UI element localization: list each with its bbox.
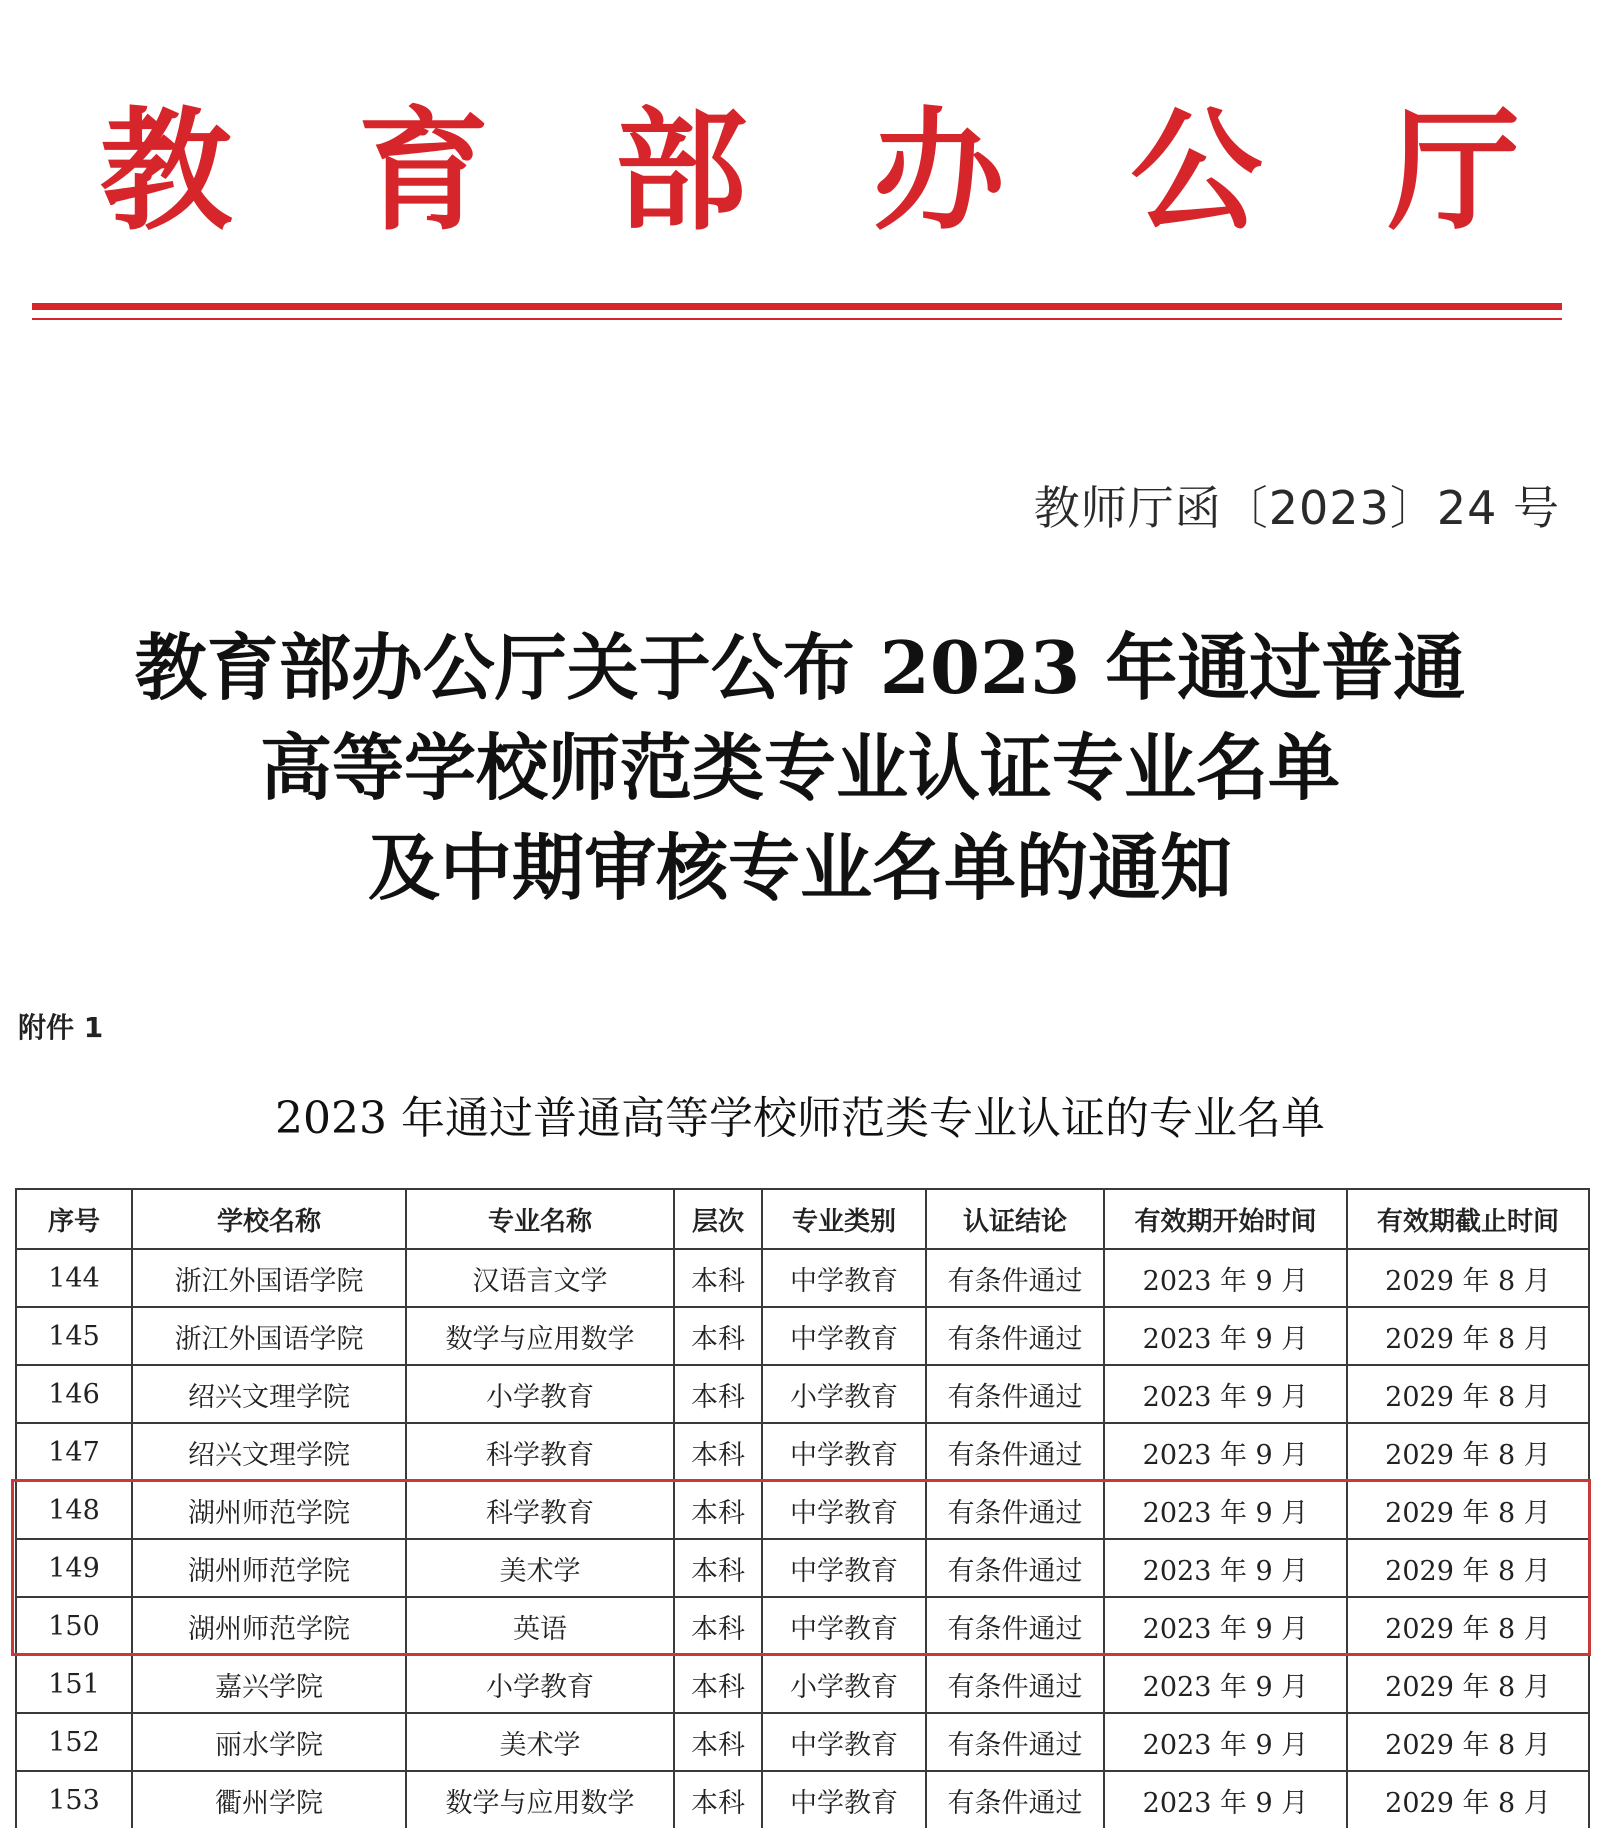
certified-majors-table <box>15 1188 1590 1828</box>
table-cell: 中学教育 <box>762 1307 926 1365</box>
table-cell: 本科 <box>674 1365 762 1423</box>
table-cell: 本科 <box>674 1539 762 1597</box>
document-title <box>0 618 1600 918</box>
table-cell: 151 <box>16 1655 132 1713</box>
table-cell: 2023 年 9 月 <box>1104 1539 1347 1597</box>
table-title: 2023 年通过普通高等学校师范类专业认证的专业名单 <box>275 1093 1325 1144</box>
table-body <box>16 1249 1589 1828</box>
header-cell: 学校名称 <box>132 1189 406 1249</box>
table-header-row <box>16 1189 1589 1249</box>
table-cell: 本科 <box>674 1481 762 1539</box>
table-row <box>16 1713 1589 1771</box>
table-cell: 中学教育 <box>762 1249 926 1307</box>
masthead-char: 教 <box>100 94 232 249</box>
table-cell: 2029 年 8 月 <box>1347 1481 1589 1539</box>
table-cell: 2029 年 8 月 <box>1347 1307 1589 1365</box>
table-cell: 2023 年 9 月 <box>1104 1655 1347 1713</box>
masthead-char: 厅 <box>1387 94 1520 249</box>
masthead-char: 育 <box>357 94 490 249</box>
table-cell: 小学教育 <box>406 1655 674 1713</box>
table-cell: 中学教育 <box>762 1771 926 1828</box>
header-cell: 认证结论 <box>926 1189 1104 1249</box>
table-cell: 科学教育 <box>406 1423 674 1481</box>
table-cell: 衢州学院 <box>132 1771 406 1828</box>
table-cell: 2029 年 8 月 <box>1347 1655 1589 1713</box>
table-cell: 2023 年 9 月 <box>1104 1713 1347 1771</box>
table-cell: 中学教育 <box>762 1423 926 1481</box>
table-cell: 2023 年 9 月 <box>1104 1771 1347 1828</box>
masthead-char: 公 <box>1130 94 1263 249</box>
masthead-rule-thick <box>32 303 1562 310</box>
table-cell: 有条件通过 <box>926 1249 1104 1307</box>
table-cell: 2029 年 8 月 <box>1347 1249 1589 1307</box>
table-cell: 146 <box>16 1365 132 1423</box>
table-cell: 科学教育 <box>406 1481 674 1539</box>
table-cell: 2029 年 8 月 <box>1347 1539 1589 1597</box>
table-cell: 144 <box>16 1249 132 1307</box>
header-cell: 专业名称 <box>406 1189 674 1249</box>
masthead <box>100 92 1520 252</box>
table-row <box>16 1771 1589 1828</box>
table-cell: 小学教育 <box>762 1365 926 1423</box>
table-cell: 2029 年 8 月 <box>1347 1713 1589 1771</box>
table-row <box>16 1423 1589 1481</box>
masthead-rule-thin <box>32 318 1562 320</box>
table-cell: 2023 年 9 月 <box>1104 1423 1347 1481</box>
table-cell: 嘉兴学院 <box>132 1655 406 1713</box>
table-row <box>16 1249 1589 1307</box>
header-cell: 层次 <box>674 1189 762 1249</box>
table-cell: 本科 <box>674 1307 762 1365</box>
table-cell: 有条件通过 <box>926 1771 1104 1828</box>
attachment-label: 附件 1 <box>18 1011 104 1044</box>
table-cell: 小学教育 <box>762 1655 926 1713</box>
table-cell: 有条件通过 <box>926 1307 1104 1365</box>
table-row <box>16 1365 1589 1423</box>
table-cell: 2023 年 9 月 <box>1104 1307 1347 1365</box>
table-cell: 中学教育 <box>762 1597 926 1655</box>
table-cell: 2029 年 8 月 <box>1347 1365 1589 1423</box>
table-cell: 147 <box>16 1423 132 1481</box>
table-cell: 英语 <box>406 1597 674 1655</box>
table-cell: 本科 <box>674 1713 762 1771</box>
table-cell: 2023 年 9 月 <box>1104 1365 1347 1423</box>
header-cell: 序号 <box>16 1189 132 1249</box>
header-cell: 有效期开始时间 <box>1104 1189 1347 1249</box>
table-cell: 2029 年 8 月 <box>1347 1771 1589 1828</box>
table-row <box>16 1597 1589 1655</box>
table-cell: 本科 <box>674 1771 762 1828</box>
table-cell: 有条件通过 <box>926 1713 1104 1771</box>
table-cell: 145 <box>16 1307 132 1365</box>
table-cell: 本科 <box>674 1597 762 1655</box>
table-cell: 2023 年 9 月 <box>1104 1597 1347 1655</box>
table-cell: 148 <box>16 1481 132 1539</box>
table-cell: 浙江外国语学院 <box>132 1307 406 1365</box>
masthead-char: 部 <box>615 94 748 249</box>
masthead-char: 办 <box>872 94 1005 249</box>
title-line: 及中期审核专业名单的通知 <box>367 825 1232 910</box>
table-cell: 本科 <box>674 1249 762 1307</box>
table-cell: 本科 <box>674 1655 762 1713</box>
table-cell: 2029 年 8 月 <box>1347 1597 1589 1655</box>
table-cell: 绍兴文理学院 <box>132 1423 406 1481</box>
table-cell: 浙江外国语学院 <box>132 1249 406 1307</box>
table-cell: 2029 年 8 月 <box>1347 1423 1589 1481</box>
table-cell: 湖州师范学院 <box>132 1597 406 1655</box>
table-cell: 152 <box>16 1713 132 1771</box>
table-row <box>16 1481 1589 1539</box>
table-cell: 中学教育 <box>762 1481 926 1539</box>
table-row <box>16 1539 1589 1597</box>
title-line: 教育部办公厅关于公布 2023 年通过普通 <box>134 625 1466 710</box>
table-row <box>16 1655 1589 1713</box>
table-cell: 有条件通过 <box>926 1423 1104 1481</box>
table-cell: 汉语言文学 <box>406 1249 674 1307</box>
table-cell: 湖州师范学院 <box>132 1539 406 1597</box>
table-cell: 有条件通过 <box>926 1365 1104 1423</box>
table-cell: 本科 <box>674 1423 762 1481</box>
table-cell: 中学教育 <box>762 1539 926 1597</box>
table-cell: 美术学 <box>406 1539 674 1597</box>
table-cell: 丽水学院 <box>132 1713 406 1771</box>
document-number: 教师厅函〔2023〕24 号 <box>1033 481 1560 535</box>
header-cell: 专业类别 <box>762 1189 926 1249</box>
table-cell: 中学教育 <box>762 1713 926 1771</box>
table-row <box>16 1307 1589 1365</box>
table-cell: 有条件通过 <box>926 1655 1104 1713</box>
table-cell: 小学教育 <box>406 1365 674 1423</box>
table-cell: 2023 年 9 月 <box>1104 1249 1347 1307</box>
table-cell: 有条件通过 <box>926 1597 1104 1655</box>
table-cell: 有条件通过 <box>926 1481 1104 1539</box>
title-line: 高等学校师范类专业认证专业名单 <box>259 725 1340 810</box>
header-cell: 有效期截止时间 <box>1347 1189 1589 1249</box>
table-cell: 绍兴文理学院 <box>132 1365 406 1423</box>
table-cell: 湖州师范学院 <box>132 1481 406 1539</box>
table-cell: 美术学 <box>406 1713 674 1771</box>
table-cell: 150 <box>16 1597 132 1655</box>
table-cell: 2023 年 9 月 <box>1104 1481 1347 1539</box>
table-cell: 153 <box>16 1771 132 1828</box>
table-cell: 数学与应用数学 <box>406 1307 674 1365</box>
table-cell: 149 <box>16 1539 132 1597</box>
table-cell: 数学与应用数学 <box>406 1771 674 1828</box>
table-cell: 有条件通过 <box>926 1539 1104 1597</box>
